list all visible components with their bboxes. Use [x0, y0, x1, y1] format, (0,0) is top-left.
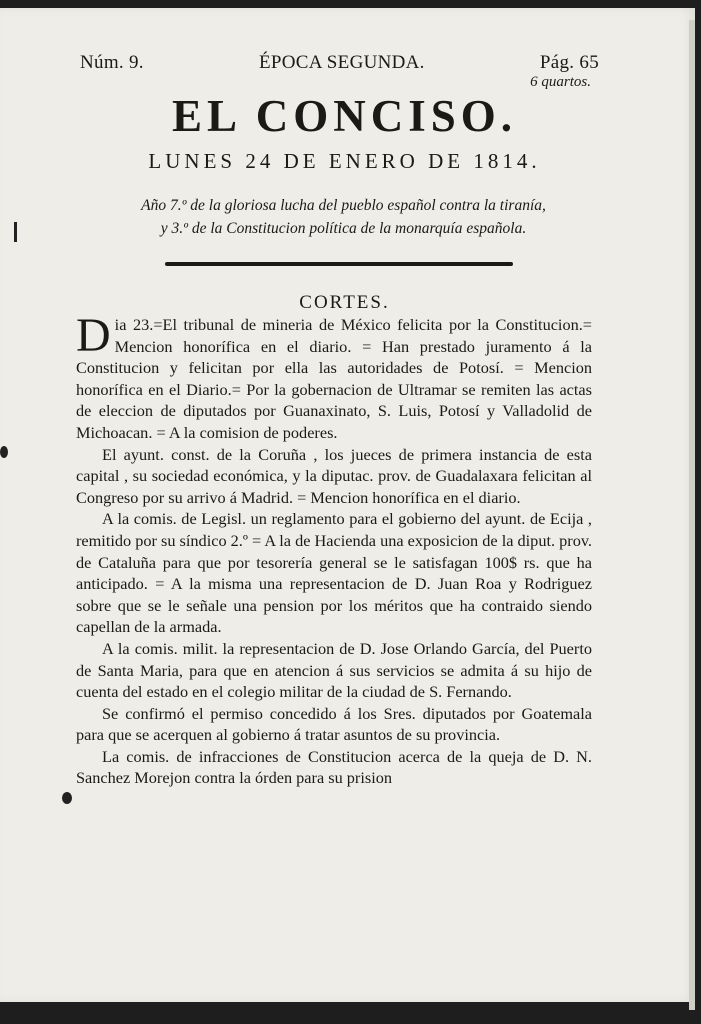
series-label: ÉPOCA SEGUNDA.: [259, 52, 425, 73]
margin-mark: [14, 222, 17, 242]
article-paragraph: Se confirmó el permiso concedido á los Sres. diputados por Goatemala para que se acerquen al gobierno á tratar asuntos de su provincia.: [76, 703, 592, 745]
article-paragraph: A la comis. de Legisl. un reglamento para el gobierno del ayunt. de Ecija , remitido por su síndico 2.º = A la de Hacienda una exposicion de la diput. prov. de Cataluña para que por tesorería general se le satisfagan 100$ rs. que ha anticipado. = A la misma una representacion de D. Juan Roa y Rodriguez sobre que se le señale una pension por los méritos que ha contraido siendo capellan de la armada.: [76, 509, 592, 637]
section-title: CORTES.: [299, 292, 390, 313]
motto-line-1: Año 7.º de la gloriosa lucha del pueblo español contra la tiranía,: [141, 197, 546, 214]
price-label: 6 quartos.: [530, 74, 591, 90]
newspaper-page: [0, 8, 695, 1002]
page-header: [80, 52, 599, 74]
ink-blot: [62, 792, 72, 804]
motto: [96, 194, 591, 240]
article-body: [76, 309, 592, 789]
newspaper-title: EL CONCISO.: [171, 91, 518, 141]
article-paragraph: A la comis. milit. la representacion de D. Jose Orlando García, del Puerto de Santa Maria, para que en atencion á sus servicios se admita á su hijo de cuenta del estado en el colegio militar de la ciudad de S. Fernando.: [76, 638, 592, 702]
drop-cap: D: [76, 309, 111, 362]
page-edge: [689, 20, 695, 1010]
divider-rule: [165, 262, 513, 266]
article-paragraph: El ayunt. const. de la Coruña , los jueces de primera instancia de esta capital , su sociedad económica, y la diputac. prov. de Guadalaxara felicitan al Congreso por su arrivo á Madrid. = Mencion honorífica en el diario.: [76, 444, 592, 507]
article-paragraph: La comis. de infracciones de Constitucion acerca de la queja de D. N. Sanchez Morejon contra la órden para su prision: [76, 746, 592, 788]
motto-line-2: y 3.º de la Constitucion política de la monarquía española.: [160, 220, 527, 237]
dateline: LUNES 24 DE ENERO DE 1814.: [148, 149, 541, 173]
paragraph-text: ia 23.=El tribunal de mineria de México felicita por la Constitucion.= Mencion honorífica en el diario. = Han prestado juramento á la Constitucion y felicitan por ella las autoridades de Potosí. = Mencion honorífica en el Diario.= Por la gobernacion de Ultramar se remiten las actas de eleccion de diputados por Guanaxinato, S. Luis, Potosí y Valladolid de Michoacan. = A la comision de poderes.: [76, 315, 592, 442]
page-number: Pág. 65: [539, 52, 599, 73]
issue-number: Núm. 9.: [80, 52, 144, 73]
article-paragraph: [76, 309, 592, 444]
binding-hole: [0, 446, 8, 458]
